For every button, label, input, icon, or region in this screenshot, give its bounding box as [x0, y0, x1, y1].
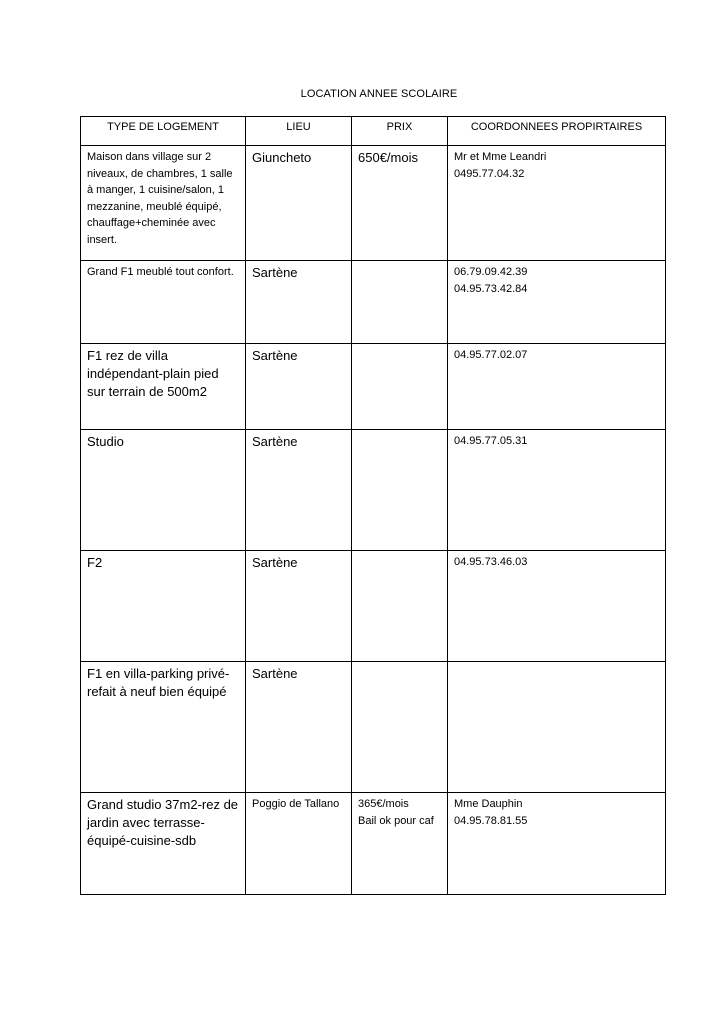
cell-lieu: Sartène	[246, 261, 352, 344]
rental-table	[80, 116, 666, 895]
cell-lieu: Sartène	[246, 662, 352, 793]
cell-type: F1 rez de villa indépendant-plain pied sur terrain de 500m2	[81, 344, 246, 430]
cell-contact: 04.95.77.02.07	[448, 344, 666, 430]
table-header-row	[81, 117, 666, 146]
cell-contact: 04.95.73.46.03	[448, 551, 666, 662]
cell-type: Grand studio 37m2-rez de jardin avec terrasse-équipé-cuisine-sdb	[81, 793, 246, 895]
table-row	[81, 430, 666, 551]
cell-prix	[352, 551, 448, 662]
table-row	[81, 662, 666, 793]
table-row	[81, 793, 666, 895]
column-header-type: TYPE DE LOGEMENT	[81, 117, 246, 146]
cell-type: Maison dans village sur 2 niveaux, de chambres, 1 salle à manger, 1 cuisine/salon, 1 mezzanine, meublé équipé, chauffage+cheminée avec insert.	[81, 146, 246, 261]
cell-lieu: Sartène	[246, 551, 352, 662]
cell-type: Grand F1 meublé tout confort.	[81, 261, 246, 344]
column-header-prix: PRIX	[352, 117, 448, 146]
cell-type: Studio	[81, 430, 246, 551]
cell-type: F2	[81, 551, 246, 662]
table-row	[81, 344, 666, 430]
cell-prix	[352, 261, 448, 344]
cell-contact: 04.95.77.05.31	[448, 430, 666, 551]
document-title: LOCATION ANNEE SCOLAIRE	[300, 88, 458, 100]
cell-contact	[448, 662, 666, 793]
cell-contact: 06.79.09.42.39 04.95.73.42.84	[448, 261, 666, 344]
cell-prix	[352, 430, 448, 551]
cell-lieu: Giuncheto	[246, 146, 352, 261]
table-row	[81, 146, 666, 261]
cell-lieu: Sartène	[246, 430, 352, 551]
cell-prix	[352, 344, 448, 430]
cell-prix	[352, 662, 448, 793]
table-row	[81, 551, 666, 662]
cell-contact: Mme Dauphin 04.95.78.81.55	[448, 793, 666, 895]
cell-lieu: Sartène	[246, 344, 352, 430]
column-header-coordonnees: COORDONNEES PROPIRTAIRES	[448, 117, 666, 146]
table-row	[81, 261, 666, 344]
cell-prix: 365€/mois Bail ok pour caf	[352, 793, 448, 895]
column-header-lieu: LIEU	[246, 117, 352, 146]
cell-contact: Mr et Mme Leandri 0495.77.04.32	[448, 146, 666, 261]
cell-type: F1 en villa-parking privé-refait à neuf bien équipé	[81, 662, 246, 793]
cell-lieu: Poggio de Tallano	[246, 793, 352, 895]
cell-prix: 650€/mois	[352, 146, 448, 261]
